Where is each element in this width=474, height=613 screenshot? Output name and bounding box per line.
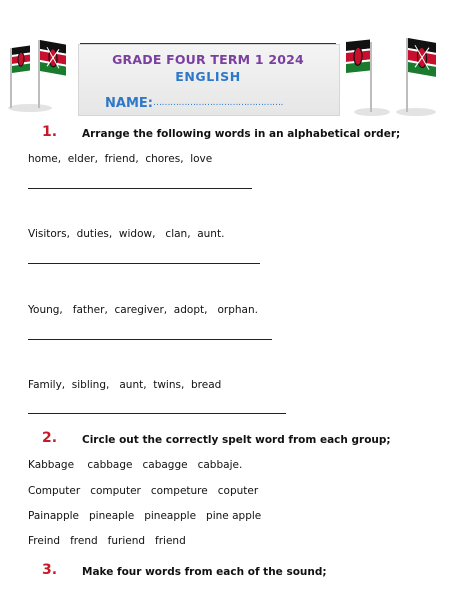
left-flags [0,28,80,114]
kenya-flag-icon [12,45,30,73]
question-instruction: Arrange the following words in an alphabetical order; [82,128,401,140]
question-number: 2. [42,430,58,446]
spelling-group[interactable]: Kabbage cabbage cabagge cabbaje. [28,459,243,471]
question-number: 1. [42,124,58,140]
name-label: NAME: [105,96,153,111]
right-flags [336,28,446,118]
word-list: Young, father, caregiver, adopt, orphan. [28,304,258,316]
question-number: 3. [42,562,58,578]
subject-title: ENGLISH [175,69,241,84]
name-field[interactable]: ………………………………………. [153,98,283,108]
question-instruction: Circle out the correctly spelt word from each group; [82,434,391,446]
question-instruction: Make four words from each of the sound; [82,566,327,578]
kenya-flag-icon [346,39,370,73]
spelling-group[interactable]: Freind frend furiend friend [28,535,186,547]
header-rule [80,43,336,44]
grade-term-title: GRADE FOUR TERM 1 2024 [112,52,304,67]
word-list: Visitors, duties, widow, clan, aunt. [28,228,225,240]
answer-line[interactable] [28,263,260,264]
word-list: home, elder, friend, chores, love [28,153,213,165]
answer-line[interactable] [28,413,286,414]
kenya-flag-icon [40,40,66,76]
spelling-group[interactable]: Computer computer competure coputer [28,485,259,497]
spelling-group[interactable]: Painapple pineaple pineapple pine apple [28,510,262,522]
answer-line[interactable] [28,188,252,189]
answer-line[interactable] [28,339,272,340]
word-list: Family, sibling, aunt, twins, bread [28,379,222,391]
kenya-flag-icon [408,38,436,77]
